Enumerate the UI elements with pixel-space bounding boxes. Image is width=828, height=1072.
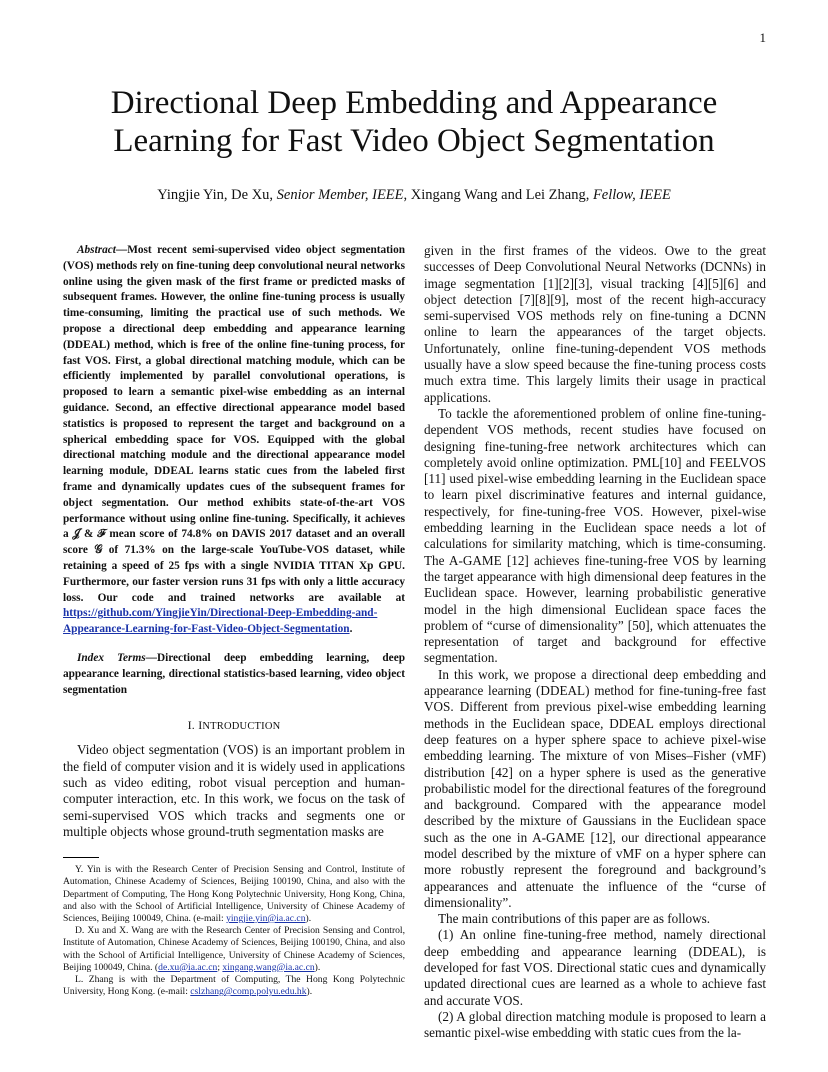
left-column [63, 243, 405, 998]
title-line-1: Directional Deep Embedding and Appearance [110, 85, 718, 121]
body-paragraph: In this work, we propose a directional deep embedding and appearance learning (DDEAL) method for fine-tuning-free fast VOS. Different from previous pixel-wise embedding learning methods in the Euclidean space, DDEAL employs directional deep features on a hyper sphere space to achieve pixel-wise embedding learning. The mixture of von Mises–Fisher (vMF) distribution [42] on a hyper sphere is used as the generative probabilistic model for the directional features of the foreground and background. Compared with the appearance model described by the mixture of Gaussians in the Euclidean space such as the one in A-GAME [12], our directional appearance model described by the mixture of vMF on a hyper sphere can more robustly represent the foreground and background’s appearances and attenuate the influence of the “curse of dimensionality”. [424, 666, 766, 910]
author-role-2: Fellow, IEEE [592, 187, 671, 203]
author-line [60, 187, 768, 204]
title-line-2: Learning for Fast Video Object Segmentation [113, 123, 715, 159]
intro-paragraph: Video object segmentation (VOS) is an important problem in the field of computer vision and it is widely used in applications such as video editing, robot visual perception and human-computer interaction, etc. In this work, we focus on the task of semi-supervised VOS which tracks and segments one or multiple objects whose ground-truth segmentation masks are [63, 742, 405, 839]
authors-part-1: Yingjie Yin, De Xu, [157, 187, 277, 203]
body-paragraph-continuation: given in the first frames of the videos. Owe to the great successes of Deep Convolutional Neural Networks (DCNNs) in image segmentation [1][2][3], visual tracking [4][5][6] and object detection [7][8][9], most of the recent high-accuracy semi-supervised VOS methods rely on fine-tuning a DCNN online to learn the appearances of the target objects. Unfortunately, online fine-tuning-dependent VOS methods usually have a slow speed because the fine-tuning process costs much extra time. This largely limits their usage in practical applications. [424, 243, 766, 405]
section-numeral: I. [187, 718, 195, 733]
footnote-xu-wang [63, 925, 405, 974]
footnote-2-end: ). [314, 961, 321, 973]
contribution-item: (1) An online fine-tuning-free method, namely directional deep embedding and appearance learning (DDEAL), is developed for fast VOS. Directional static cues and dynamically updated directional cues are learned as a whole to achieve fast and accurate VOS. [424, 927, 766, 1008]
email-link-wang[interactable]: xingang.wang@ia.ac.cn [222, 961, 315, 973]
section-heading-introduction [63, 718, 405, 733]
footnote-1-end: ). [305, 912, 312, 924]
index-terms-text: —Directional deep embedding learning, deep appearance learning, directional statistics-based learning, video object segmentation [63, 651, 405, 696]
right-column [424, 243, 766, 1042]
email-link-xu[interactable]: de.xu@ia.ac.cn [158, 961, 218, 973]
authors-part-2: , Xingang Wang and Lei Zhang, [403, 187, 593, 203]
section-title-rest: NTRODUCTION [202, 721, 281, 733]
abstract-label: Abstract [77, 244, 116, 256]
abstract-text: —Most recent semi-supervised video object segmentation (VOS) methods rely on fine-tuning deep convolutional neural networks online using the given mask of the first frame or predicted masks of subsequent frames. However, the online fine-tuning process is usually time-consuming, limiting the practical use of such methods. We propose a directional deep embedding and appearance learning (DDEAL) method, which is free of the online fine-tuning process, for fast VOS. First, a global directional matching module, which can be efficiently implemented by parallel convolutional operations, is proposed to learn a semantic pixel-wise embedding as an internal guidance. Second, an effective directional appearance model based statistics is proposed to represent the target and background on a spherical embedding space for VOS. Equipped with the global directional matching module and the directional appearance model learning module, DDEAL learns static cues from the labeled first frame and dynamically updates cues of the subsequent frames for object segmentation. Our method exhibits state-of-the-art VOS performance without using online fine-tuning. Specifically, it achieves a 𝒥 & ℱ mean score of 74.8% on DAVIS 2017 dataset and an overall score 𝒢 of 71.3% on the large-scale YouTube-VOS dataset, while retaining a speed of 25 fps with a single NVIDIA TITAN Xp GPU. Furthermore, our faster version runs 31 fps with only a little accuracy loss. Our code and trained networks are available at [63, 244, 405, 604]
contributions-intro: The main contributions of this paper are as follows. [438, 911, 711, 927]
footnote-3-text: L. Zhang is with the Department of Computing, The Hong Kong Polytechnic University, Hong Kong. (e-mail: [63, 973, 405, 998]
abstract [63, 243, 405, 638]
index-terms-label: Index Terms [77, 651, 146, 664]
body-paragraph: To tackle the aforementioned problem of online fine-tuning-dependent VOS methods, recent studies have focused on designing fine-tuning-free network architectures which can completely avoid online optimization. PML[10] and FEELVOS [11] used pixel-wise embedding learning in the Euclidean space to learn pixel discriminative features and internal guidance, respectively, for fine-tuning-free VOS. However, pixel-wise embedding learning in the Euclidean space needs a lot of calculations for similarity matching, which is time-consuming. The A-GAME [12] achieves fine-tuning-free VOS by learning the target appearance with high dimensional deep features in the Euclidean space. However, learning probabilistic generative model in the high dimensional Euclidean space faces the problem of “curse of dimensionality” [50], which attenuates the representation of target and background for effective segmentation. [424, 405, 766, 666]
page-number: 1 [759, 30, 766, 45]
author-role-1: Senior Member, IEEE [276, 187, 404, 203]
footnote-3-end: ). [306, 986, 313, 998]
paper-title [60, 84, 768, 160]
footnote-1-text: Y. Yin is with the Research Center of Precision Sensing and Control, Institute of Automation, Chinese Academy of Sciences, Beijing 100190, China, and also with the Department of Computing, The Hong Kong Polytechnic University, Hong Kong, China, and also with the School of Artificial Intelligence, University of Chinese Academy of Sciences, Beijing 100049, China. (e-mail: [63, 864, 405, 924]
email-link-zhang[interactable]: cslzhang@comp.polyu.edu.hk [190, 986, 307, 998]
footnote-2-text: D. Xu and X. Wang are with the Research Center of Precision Sensing and Control, Institute of Automation, Chinese Academy of Sciences, Beijing 100190, China, and also with the School of Artificial Intelligence, University of Chinese Academy of Sciences, Beijing 100049, China. ( [63, 925, 405, 973]
contribution-item: (2) A global direction matching module is proposed to learn a semantic pixel-wise embedding with static cues from the la- [424, 1008, 766, 1041]
code-link[interactable]: https://github.com/YingjieYin/Directional-Deep-Embedding-and-Appearance-Learning-for-Fast-Video-Object-Segmentation [63, 607, 378, 636]
index-terms [63, 651, 405, 698]
footnote-2-sep: ; [217, 961, 223, 973]
email-link-yin[interactable]: yingjie.yin@ia.ac.cn [226, 912, 306, 924]
footnote-divider [63, 857, 99, 858]
section-first-letter: I [198, 718, 203, 733]
footnote-yin [63, 864, 405, 925]
footnote-zhang [63, 974, 405, 998]
abstract-end: . [349, 623, 353, 636]
